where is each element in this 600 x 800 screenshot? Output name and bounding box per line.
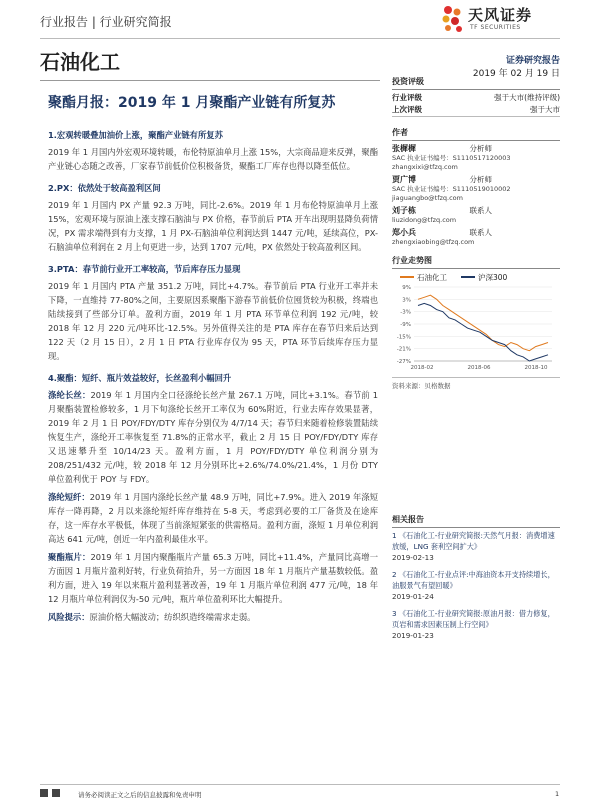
- paragraph: [48, 388, 378, 486]
- rating-key: 行业评级: [392, 93, 422, 102]
- report-type: 证券研究报告: [505, 56, 560, 66]
- related-list: [392, 530, 560, 641]
- author-role: 联系人: [469, 228, 492, 237]
- y-tick-label: -21%: [396, 346, 411, 353]
- paragraph-text: 2019 年 1 月国内 PTA 产量 351.2 万吨，同比+4.7%。春节前后 PTA 行业开工率并未下降，一直维持 77-80%之间，主要原因系聚酯下游春节前低价位囤货较为积极，终端也陆续接到了些部分订单。盈利方面，2019 年 1 月 PTA 环节单位利润 192 元/吨，较 2018 年 12 月 220 元/吨环比-12.5%。另外值得关注的是 PTA 库存在春节归来后达到 122 天（2 月 15 日），2 月 1 日 PTA 行业库存仅为 95 天，PTA 环节后续库存压力显现。: [48, 281, 378, 361]
- rating-value: 强于大市: [530, 105, 560, 114]
- rating-key: 上次评级: [392, 105, 422, 114]
- industry-name: 石油化工: [40, 50, 120, 74]
- y-tick-label: 9%: [402, 285, 411, 291]
- author-entry: [392, 174, 560, 203]
- trend-chart: [392, 283, 560, 373]
- chart-legend: [400, 271, 560, 283]
- related-report-link[interactable]: [392, 530, 560, 563]
- logo-subtext: TF SECURITIES: [470, 24, 521, 31]
- author-entry: [392, 205, 560, 225]
- paragraph: [48, 550, 378, 606]
- report-body: [48, 120, 378, 628]
- paragraph-text: 原油价格大幅波动；纺织织造终端需求走弱。: [89, 612, 256, 622]
- title-divider: [40, 80, 380, 81]
- authors-list: [392, 143, 560, 247]
- author-name: 贾广博: [392, 175, 416, 184]
- paragraph-lead: 涤纶长丝：: [48, 390, 91, 400]
- sidebar: [392, 76, 560, 390]
- paragraph-text: 2019 年 1 月国内外宏观环境转暖，布伦特原油单月上涨 15%，大宗商品迎来反弹，聚酯产业链心态随之改善，厂家春节前低价位积极备货，聚酯工厂库存也得以降至低位。: [48, 147, 378, 171]
- y-tick-label: -27%: [396, 359, 411, 365]
- related-report-date: 2019-01-24: [392, 592, 434, 601]
- paragraph: [48, 490, 378, 546]
- author-detail: SAC 执业证书编号：S1110519010002: [392, 185, 511, 193]
- paragraph-text: 2019 年 1 月国内涤纶长丝产量 48.9 万吨，同比+7.9%。进入 2019 年涤短库存一降再降，2 月以来涤纶短纤库存维持在 5-8 天，考虑到必要的工厂备货及在途库存，这一库存水平极低，体现了当前涤短紧张的供需格局。盈利方面，涤短 1 月单位利润高达 641 元/吨，创近一年内盈利最佳水平。: [48, 492, 378, 544]
- logo-sun-icon: [440, 4, 466, 34]
- report-title: 聚酯月报：2019 年 1 月聚酯产业链有所复苏: [48, 95, 336, 111]
- author-role: 分析师: [469, 175, 492, 184]
- qr-code-icon: [40, 789, 48, 797]
- related-report-date: 2019-01-23: [392, 631, 434, 640]
- y-tick-label: -15%: [396, 334, 411, 341]
- x-tick-label: 2018-06: [467, 365, 491, 371]
- legend-item: [400, 272, 447, 283]
- related-reports: [392, 514, 560, 647]
- logo: [440, 2, 560, 38]
- author-detail: SAC 执业证书编号：S1110517120003: [392, 154, 511, 162]
- legend-label: 石油化工: [417, 272, 447, 282]
- related-report-title: 1 《石油化工-行业研究简报:天然气月报：消费增速放缓，LNG 套利空间扩大》: [392, 531, 555, 551]
- qr-code-icon: [52, 789, 60, 797]
- trend-heading: 行业走势图: [392, 255, 560, 269]
- rating-value: 强于大市(维持评级): [494, 93, 560, 102]
- author-detail[interactable]: liuzidong@tfzq.com: [392, 216, 457, 224]
- section-heading: 3.PTA：春节前行业开工率较高，节后库存压力显现: [48, 264, 241, 274]
- author-detail[interactable]: zhengxiaobing@tfzq.com: [392, 238, 475, 246]
- paragraph: [48, 145, 378, 173]
- y-tick-label: -3%: [400, 309, 411, 316]
- section-heading: 1.宏观转暖叠加油价上涨，聚酯产业链有所复苏: [48, 130, 223, 140]
- paragraph-text: 2019 年 1 月国内 PX 产量 92.3 万吨，同比-2.6%。2019 年 1 月布伦特原油单月上涨 15%，宏观环境与原油上涨支撑石脑油与 PX 价格，春节前后 PTA 开车出现明显降负荷情况，PX 需求端得到有力支撑，1 月 PX-石脑油单位利润达到 1447 元/吨，延续高位，PX-石脑油单位利润在 2 月上旬更进一步，达到 1707 元/吨，PX 依然处于较高盈利区间。: [48, 200, 378, 252]
- paragraph-text: 2019 年 1 月国内聚酯瓶片产量 65.3 万吨，同比+11.4%，产量同比高增一方面因 1 月瓶片盈利好转，行业负荷抬升，另一方面因 18 年 1 月瓶片产量基数较低。盈利方面，进入 19 年以来瓶片盈利显著改善，19 年 1 月瓶片单位利润 477 元/吨，18 年 12 月瓶片单位利润仅为-50 元/吨，瓶片单位盈利环比大幅提升。: [48, 552, 378, 604]
- legend-label: 沪深300: [478, 272, 508, 282]
- authors-heading: 作者: [392, 127, 560, 141]
- footer-divider: [40, 784, 560, 785]
- y-tick-label: 3%: [402, 297, 411, 304]
- section-heading: 4.聚酯：短纤、瓶片效益较好，长丝盈利小幅回升: [48, 373, 232, 383]
- related-report-link[interactable]: [392, 608, 560, 641]
- series-line: [418, 295, 548, 351]
- report-date: 2019 年 02 月 19 日: [472, 69, 560, 79]
- disclaimer-text: 请务必阅读正文之后的信息披露和免责申明: [78, 791, 202, 799]
- paragraph-text: 2019 年 1 月国内全口径涤纶长丝产量 267.1 万吨，同比+3.1%。春节前 1 月聚酯装置检修较多，1 月下旬涤纶长丝开工率仅为 60%附近，行业去库存效果显著，2019 年 2 月 1 日 POY/FDY/DTY 库存分别仅为 4/7/14 天；春节归来随着检修装置陆续恢复生产，涤纶开工率恢复至 71.8%的正常水平，截止 2 月 15 日 POY/FDY/DTY 库存又迅速攀升至 10/14/23 天。盈利方面，1 月 POY/FDY/DTY 单位利润分别为 208/251/432 元/吨，较 2018 年 12 月分别环比+2.6%/74.0%/21.4%，1 月份 DTY 单位盈利优于 POY 与 FDY。: [48, 390, 378, 484]
- related-report-title: 2 《石油化工-行业点评:中海油资本开支持续增长，油服景气有望回暖》: [392, 570, 555, 590]
- paragraph-lead: 风险提示：: [48, 612, 90, 622]
- paragraph: [48, 198, 378, 254]
- related-report-date: 2019-02-13: [392, 553, 434, 562]
- logo-text: 天风证券: [468, 6, 533, 24]
- author-name: 张樨樨: [392, 144, 416, 153]
- x-tick-label: 2018-02: [410, 365, 434, 371]
- header-divider: [40, 38, 560, 39]
- y-tick-label: -9%: [400, 322, 411, 328]
- author-detail[interactable]: jiaguangbo@tfzq.com: [392, 194, 463, 202]
- legend-item: [461, 272, 507, 283]
- report-category: 行业报告 | 行业研究简报: [40, 15, 172, 29]
- paragraph-lead: 涤纶短纤：: [48, 492, 90, 502]
- rating-row: [392, 92, 560, 104]
- related-report-title: 3 《石油化工-行业研究简报:原油月报：借力修复，页岩和需求因素压制上行空间》: [392, 609, 555, 629]
- author-role: 分析师: [469, 144, 492, 153]
- page-number: 1: [555, 790, 560, 798]
- related-report-link[interactable]: [392, 569, 560, 602]
- paragraph: [48, 279, 378, 363]
- section-heading: 2.PX：依然处于较高盈利区间: [48, 183, 161, 193]
- author-name: 郑小兵: [392, 228, 416, 237]
- author-entry: [392, 227, 560, 247]
- paragraph: [48, 610, 378, 624]
- x-tick-label: 2018-10: [524, 365, 548, 371]
- author-entry: [392, 143, 560, 172]
- rating-heading: 投资评级: [392, 76, 560, 90]
- chart-source: 资料来源：贝格数据: [392, 377, 560, 390]
- related-heading: 相关报告: [392, 514, 560, 528]
- author-name: 刘子栋: [392, 206, 416, 215]
- author-role: 联系人: [469, 206, 492, 215]
- rating-row: [392, 104, 560, 117]
- paragraph-lead: 聚酯瓶片：: [48, 552, 91, 562]
- author-detail[interactable]: zhangxixi@tfzq.com: [392, 163, 458, 171]
